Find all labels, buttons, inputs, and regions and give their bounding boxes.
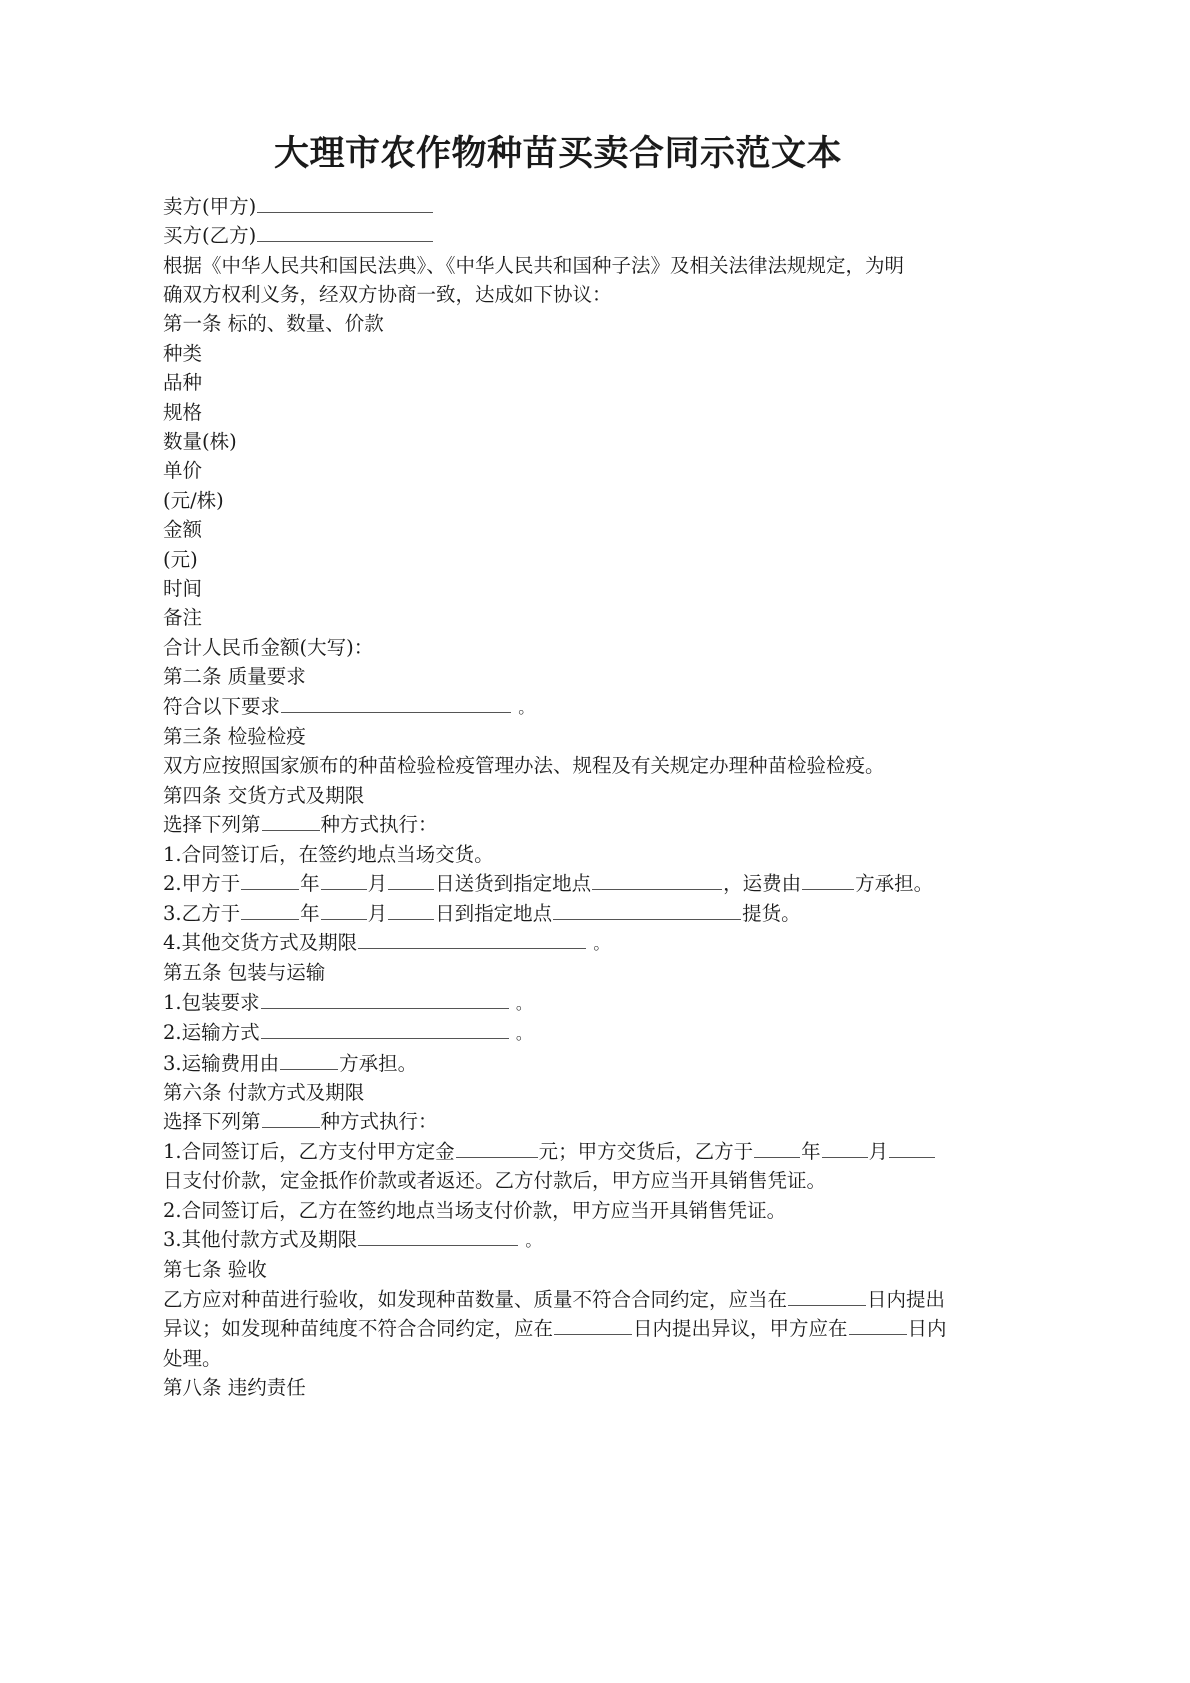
c7-days-blank-2[interactable] [554,1315,632,1336]
clause-3-heading: 第三条 检验检疫 [163,725,306,749]
c5i3-blank[interactable] [280,1049,338,1070]
clause-7-body [163,1285,953,1373]
c4i3-day-blank[interactable] [388,899,434,920]
table-header-shijian: 时间 [163,577,203,601]
c4i2-location-blank[interactable] [592,870,722,891]
c4i2-day-blank[interactable] [388,870,434,891]
table-header-danjia-unit: (元/株) [163,488,224,512]
clause-2-prefix: 符合以下要求 [163,694,281,718]
clause-4-select-blank[interactable] [262,811,320,832]
clause-5-item-1 [163,988,953,1018]
c6i1-e: 日支付价款，定金抵作价款或者返还。乙方付款后，甲方应当开具销售凭证。 [163,1169,827,1193]
c5i3-b: 方承担。 [339,1051,418,1075]
clause-4-item-3 [163,899,953,928]
clause-2-requirement-line [163,692,953,722]
c7-a: 乙方应对种苗进行验收，如发现种苗数量、质量不符合合同约定，应当在 [163,1287,788,1311]
clause-4-heading: 第四条 交货方式及期限 [163,783,365,807]
clause-5-item-2 [163,1018,953,1048]
buyer-label: 买方(乙方) [163,224,257,248]
clause-5-heading: 第五条 包装与运输 [163,961,326,985]
c5i3-a: 3.运输费用由 [163,1051,280,1075]
c4i2-c: 月 [367,872,388,896]
c7-b: 日内提 [867,1287,926,1311]
table-header-zhonglei: 种类 [163,341,203,365]
c4i3-location-blank[interactable] [553,899,741,920]
c7-e: 日内处理。 [163,1317,947,1370]
clause-4-item-1: 1.合同签订后，在签约地点当场交货。 [163,842,494,866]
c4i2-d: 日送货到指定地点 [435,872,592,896]
c6i1-a: 1.合同签订后，乙方支付甲方定金 [163,1139,455,1163]
clause-6-select-suffix: 种方式执行： [320,1110,438,1134]
c6i3-b: 。 [525,1230,542,1250]
page-title: 大理市农作物种苗买卖合同示范文本 [273,133,842,174]
clause-6-item-3 [163,1225,953,1255]
clause-6-select-line [163,1107,953,1136]
c5i2-a: 2.运输方式 [163,1021,260,1045]
clause-7-heading: 第七条 验收 [163,1258,267,1282]
clause-2-suffix: 。 [518,697,535,717]
clause-2-blank[interactable] [281,692,511,713]
clause-1-heading: 第一条 标的、数量、价款 [163,312,384,336]
preamble-line-2: 确双方权利义务，经双方协商一致，达成如下协议： [163,282,612,306]
c4i2-year-blank[interactable] [241,870,299,891]
buyer-party-line [163,221,953,250]
c6i1-deposit-blank[interactable] [456,1137,538,1158]
c5i2-b: 。 [515,1024,532,1044]
table-header-jine-unit: (元) [163,547,198,571]
c4i3-c: 月 [367,901,388,925]
total-amount-label: 合计人民币金额(大写)： [163,635,374,659]
c4i4-a: 4.其他交货方式及期限 [163,930,358,954]
table-header-danjia: 单价 [163,459,203,483]
c6i3-a: 3.其他付款方式及期限 [163,1227,358,1251]
clause-6-heading: 第六条 付款方式及期限 [163,1080,365,1104]
table-header-shuliang: 数量(株) [163,430,237,453]
clause-6-select-blank[interactable] [262,1108,320,1129]
c4i2-f: 方承担。 [855,872,934,896]
c4i2-e: ，运费由 [723,872,802,896]
c6i1-month-blank[interactable] [822,1137,868,1158]
clause-6-item-1 [163,1137,953,1196]
table-header-guige: 规格 [163,400,203,424]
table-header-pinzhong: 品种 [163,371,203,395]
c7-d: 日内提出异议，甲方应在 [633,1317,848,1341]
clause-3-body: 双方应按照国家颁布的种苗检验检疫管理办法、规程及有关规定办理种苗检验检疫。 [163,754,885,778]
c4i3-month-blank[interactable] [321,899,367,920]
seller-party-line [163,192,953,221]
c4i3-a: 3.乙方于 [163,901,241,925]
c7-days-blank-3[interactable] [849,1315,907,1336]
c4i3-b: 年 [300,901,320,925]
table-header-beizhu: 备注 [163,606,203,630]
c4i4-b: 。 [593,933,610,953]
clause-5-item-3 [163,1049,953,1078]
c6i1-c: 年 [801,1139,821,1163]
c6i1-b: 元；甲方交货后，乙方于 [538,1139,754,1163]
c4i3-year-blank[interactable] [241,899,299,920]
preamble-line-1: 根据《中华人民共和国民法典》、《中华人民共和国种子法》及相关法律法规规定，为明 [163,253,905,277]
c4i2-b: 年 [300,872,320,896]
clause-4-select-prefix: 选择下列第 [163,813,261,837]
clause-4-item-4 [163,928,953,958]
c5i1-b: 。 [515,993,532,1013]
c6i1-d: 月 [868,1139,889,1163]
c7-days-blank-1[interactable] [788,1285,866,1306]
clause-6-item-2: 2.合同签订后，乙方在签约地点当场支付价款，甲方应当开具销售凭证。 [163,1198,787,1222]
clause-4-select-suffix: 种方式执行： [320,813,438,837]
c4i3-e: 提货。 [742,901,801,925]
c6i3-blank[interactable] [358,1225,518,1246]
clause-4-select-line [163,810,953,839]
clause-2-heading: 第二条 质量要求 [163,665,306,689]
c6i1-day-blank[interactable] [889,1137,935,1158]
c5i2-blank[interactable] [261,1019,509,1040]
buyer-blank[interactable] [257,222,433,243]
clause-6-select-prefix: 选择下列第 [163,1110,261,1134]
c4i2-month-blank[interactable] [321,870,367,891]
c4i4-blank[interactable] [358,928,586,949]
c4i2-a: 2.甲方于 [163,872,241,896]
c5i1-blank[interactable] [261,988,509,1009]
c6i1-year-blank[interactable] [754,1137,800,1158]
clause-4-item-2 [163,869,953,898]
c4i3-d: 日到指定地点 [435,901,553,925]
document-content [163,132,953,1402]
clause-8-heading: 第八条 违约责任 [163,1376,306,1399]
table-header-jine: 金额 [163,518,203,542]
seller-label: 卖方(甲方) [163,194,257,218]
c4i2-freight-blank[interactable] [802,870,854,891]
c7-c: 出异议；如发现种苗纯度不符合合同约定，应在 [163,1287,946,1341]
c5i1-a: 1.包装要求 [163,990,260,1014]
seller-blank[interactable] [257,192,433,213]
